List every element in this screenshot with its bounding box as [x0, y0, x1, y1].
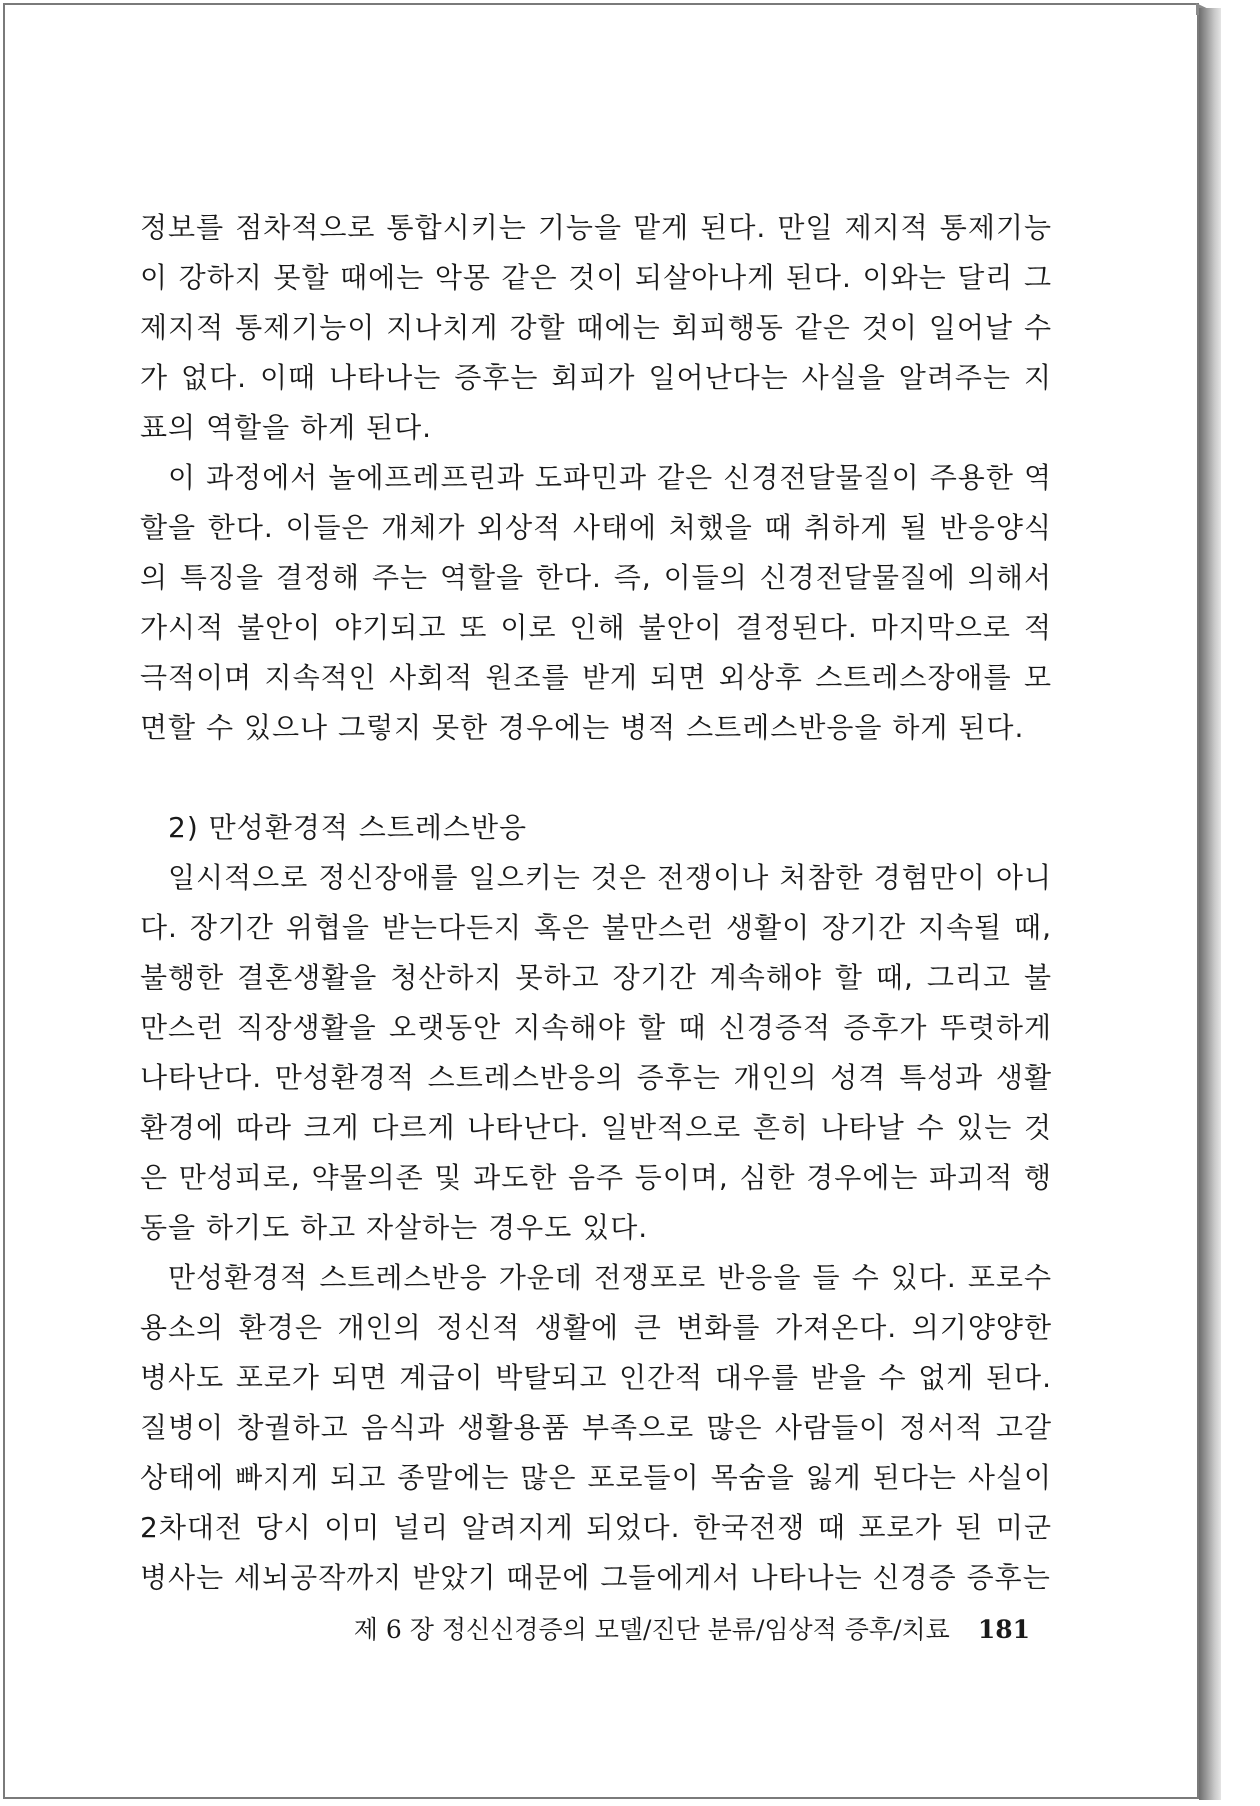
paragraph-2: 이 과정에서 놀에프레프린과 도파민과 같은 신경전달물질이 주용한 역할을 한다. 이들은 개체가 외상적 사태에 처했을 때 취하게 될 반응양식의 특징을 결정해 주는 역할을 한다. 즉, 이들의 신경전달물질에 의해서 가시적 불안이 야기되고 또 이로 인해 불안이 결정된다. 마지막으로 적극적이며 지속적인 사회적 원조를 받게 되면 외상후 스트레스장애를 모면할 수 있으나 그렇지 못한 경우에는 병적 스트레스반응을 하게 된다.	[140, 461, 1052, 744]
page-stack-edge	[1199, 8, 1221, 1800]
running-footer	[310, 1610, 1030, 1646]
chapter-title: 제 6 장 정신신경증의 모델/진단 분류/임상적 증후/치료	[353, 1615, 950, 1644]
section-paragraph-2: 만성환경적 스트레스반응 가운데 전쟁포로 반응을 들 수 있다. 포로수용소의 환경은 개인의 정신적 생활에 큰 변화를 가져온다. 의기양양한 병사도 포로가 되면 계급이 박탈되고 인간적 대우를 받을 수 없게 된다. 질병이 창궐하고 음식과 생활용품 부족으로 많은 사람들이 정서적 고갈상태에 빠지게 되고 종말에는 많은 포로들이 목숨을 잃게 된다는 사실이 2차대전 당시 이미 널리 알려지게 되었다. 한국전쟁 때 포로가 된 미군병사는 세뇌공작까지 받았기 때문에 그들에게서 나타나는 신경증 증후는	[140, 1261, 1052, 1594]
body-text	[140, 203, 1052, 1603]
section-paragraph-1: 일시적으로 정신장애를 일으키는 것은 전쟁이나 처참한 경험만이 아니다. 장기간 위협을 받는다든지 혹은 불만스런 생활이 장기간 지속될 때, 불행한 결혼생활을 청산하지 못하고 장기간 계속해야 할 때, 그리고 불만스런 직장생활을 오랫동안 지속해야 할 때 신경증적 증후가 뚜렷하게 나타난다. 만성환경적 스트레스반응의 증후는 개인의 성격 특성과 생활환경에 따라 크게 다르게 나타난다. 일반적으로 흔히 나타날 수 있는 것은 만성피로, 약물의존 및 과도한 음주 등이며, 심한 경우에는 파괴적 행동을 하기도 하고 자살하는 경우도 있다.	[140, 861, 1052, 1244]
paragraph-1: 정보를 점차적으로 통합시키는 기능을 맡게 된다. 만일 제지적 통제기능이 강하지 못할 때에는 악몽 같은 것이 되살아나게 된다. 이와는 달리 그 제지적 통제기능이 지나치게 강할 때에는 회피행동 같은 것이 일어날 수가 없다. 이때 나타나는 증후는 회피가 일어난다는 사실을 알려주는 지표의 역할을 하게 된다.	[140, 211, 1052, 444]
section-heading: 2) 만성환경적 스트레스반응	[168, 811, 528, 844]
page-number: 181	[977, 1615, 1030, 1644]
